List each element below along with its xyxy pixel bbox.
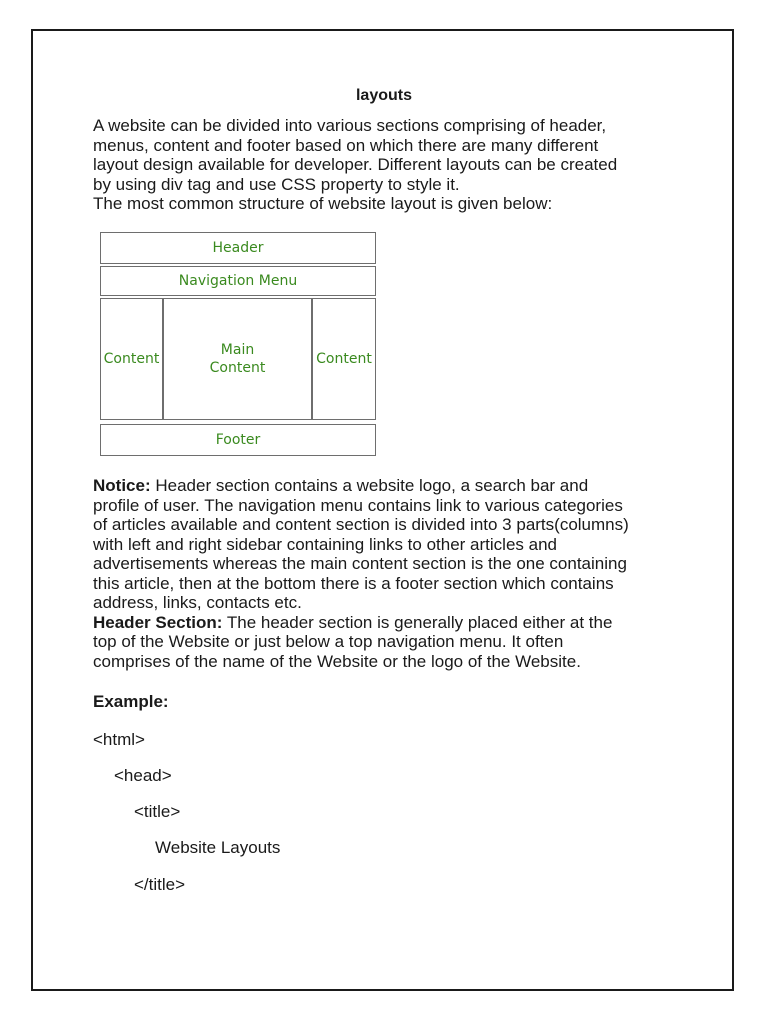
code-line: <title> [134,802,181,821]
code-line: Website Layouts [155,838,281,857]
code-line: <head> [114,766,172,785]
intro-paragraph [93,116,693,214]
intro-line: menus, content and footer based on which there are many different [93,135,599,155]
notice-line: of articles available and content section is divided into 3 parts(columns) [93,515,629,534]
diagram-nav-label: Navigation Menu [178,273,298,289]
diagram-left-content-label: Content [103,351,160,367]
diagram-main-line: Content [209,360,266,376]
header-section-label: Header Section: [93,612,223,632]
header-section-line: comprises of the name of the Website or the logo of the Website. [93,651,581,671]
notice-line: this article, then at the bottom there is a footer section which contains [93,573,614,593]
layout-diagram [100,232,376,458]
diagram-main-line: Main [220,342,255,358]
notice-label: Notice: [93,476,151,495]
notice-line: profile of user. The navigation menu contains link to various categories [93,495,623,515]
diagram-right-content-box [312,298,376,420]
header-section-first-text: The header section is generally placed either at the [222,612,613,632]
diagram-footer-label: Footer [215,432,261,448]
diagram-nav-box [100,266,376,296]
intro-line: by using div tag and use CSS property to style it. [93,174,460,194]
intro-line: layout design available for developer. Different layouts can be created [93,155,618,174]
notice-first-line [93,476,693,496]
notice-first-text: Header section contains a website logo, a search bar and [150,476,589,495]
code-line: </title> [134,875,186,894]
intro-line: The most common structure of website layout is given below: [93,194,553,213]
header-section-first-line [93,613,693,633]
diagram-right-content-label: Content [316,351,372,367]
diagram-main-content-box [163,298,312,420]
notice-line: with left and right sidebar containing links to other articles and [93,534,557,554]
diagram-left-content-box [100,298,163,420]
header-section-line: top of the Website or just below a top navigation menu. It often [93,632,564,651]
diagram-main-content-label [210,341,266,377]
notice-line: advertisements whereas the main content section is the one containing [93,554,627,573]
diagram-header-label: Header [212,240,264,256]
code-line: <html> [93,730,145,749]
diagram-footer-box [100,424,376,456]
notice-line: address, links, contacts etc. [93,593,302,612]
page-title: layouts [355,87,412,104]
example-heading: Example: [93,692,169,711]
intro-line: A website can be divided into various sections comprising of header, [93,116,607,135]
notice-paragraph [93,476,693,671]
diagram-header-box [100,232,376,264]
